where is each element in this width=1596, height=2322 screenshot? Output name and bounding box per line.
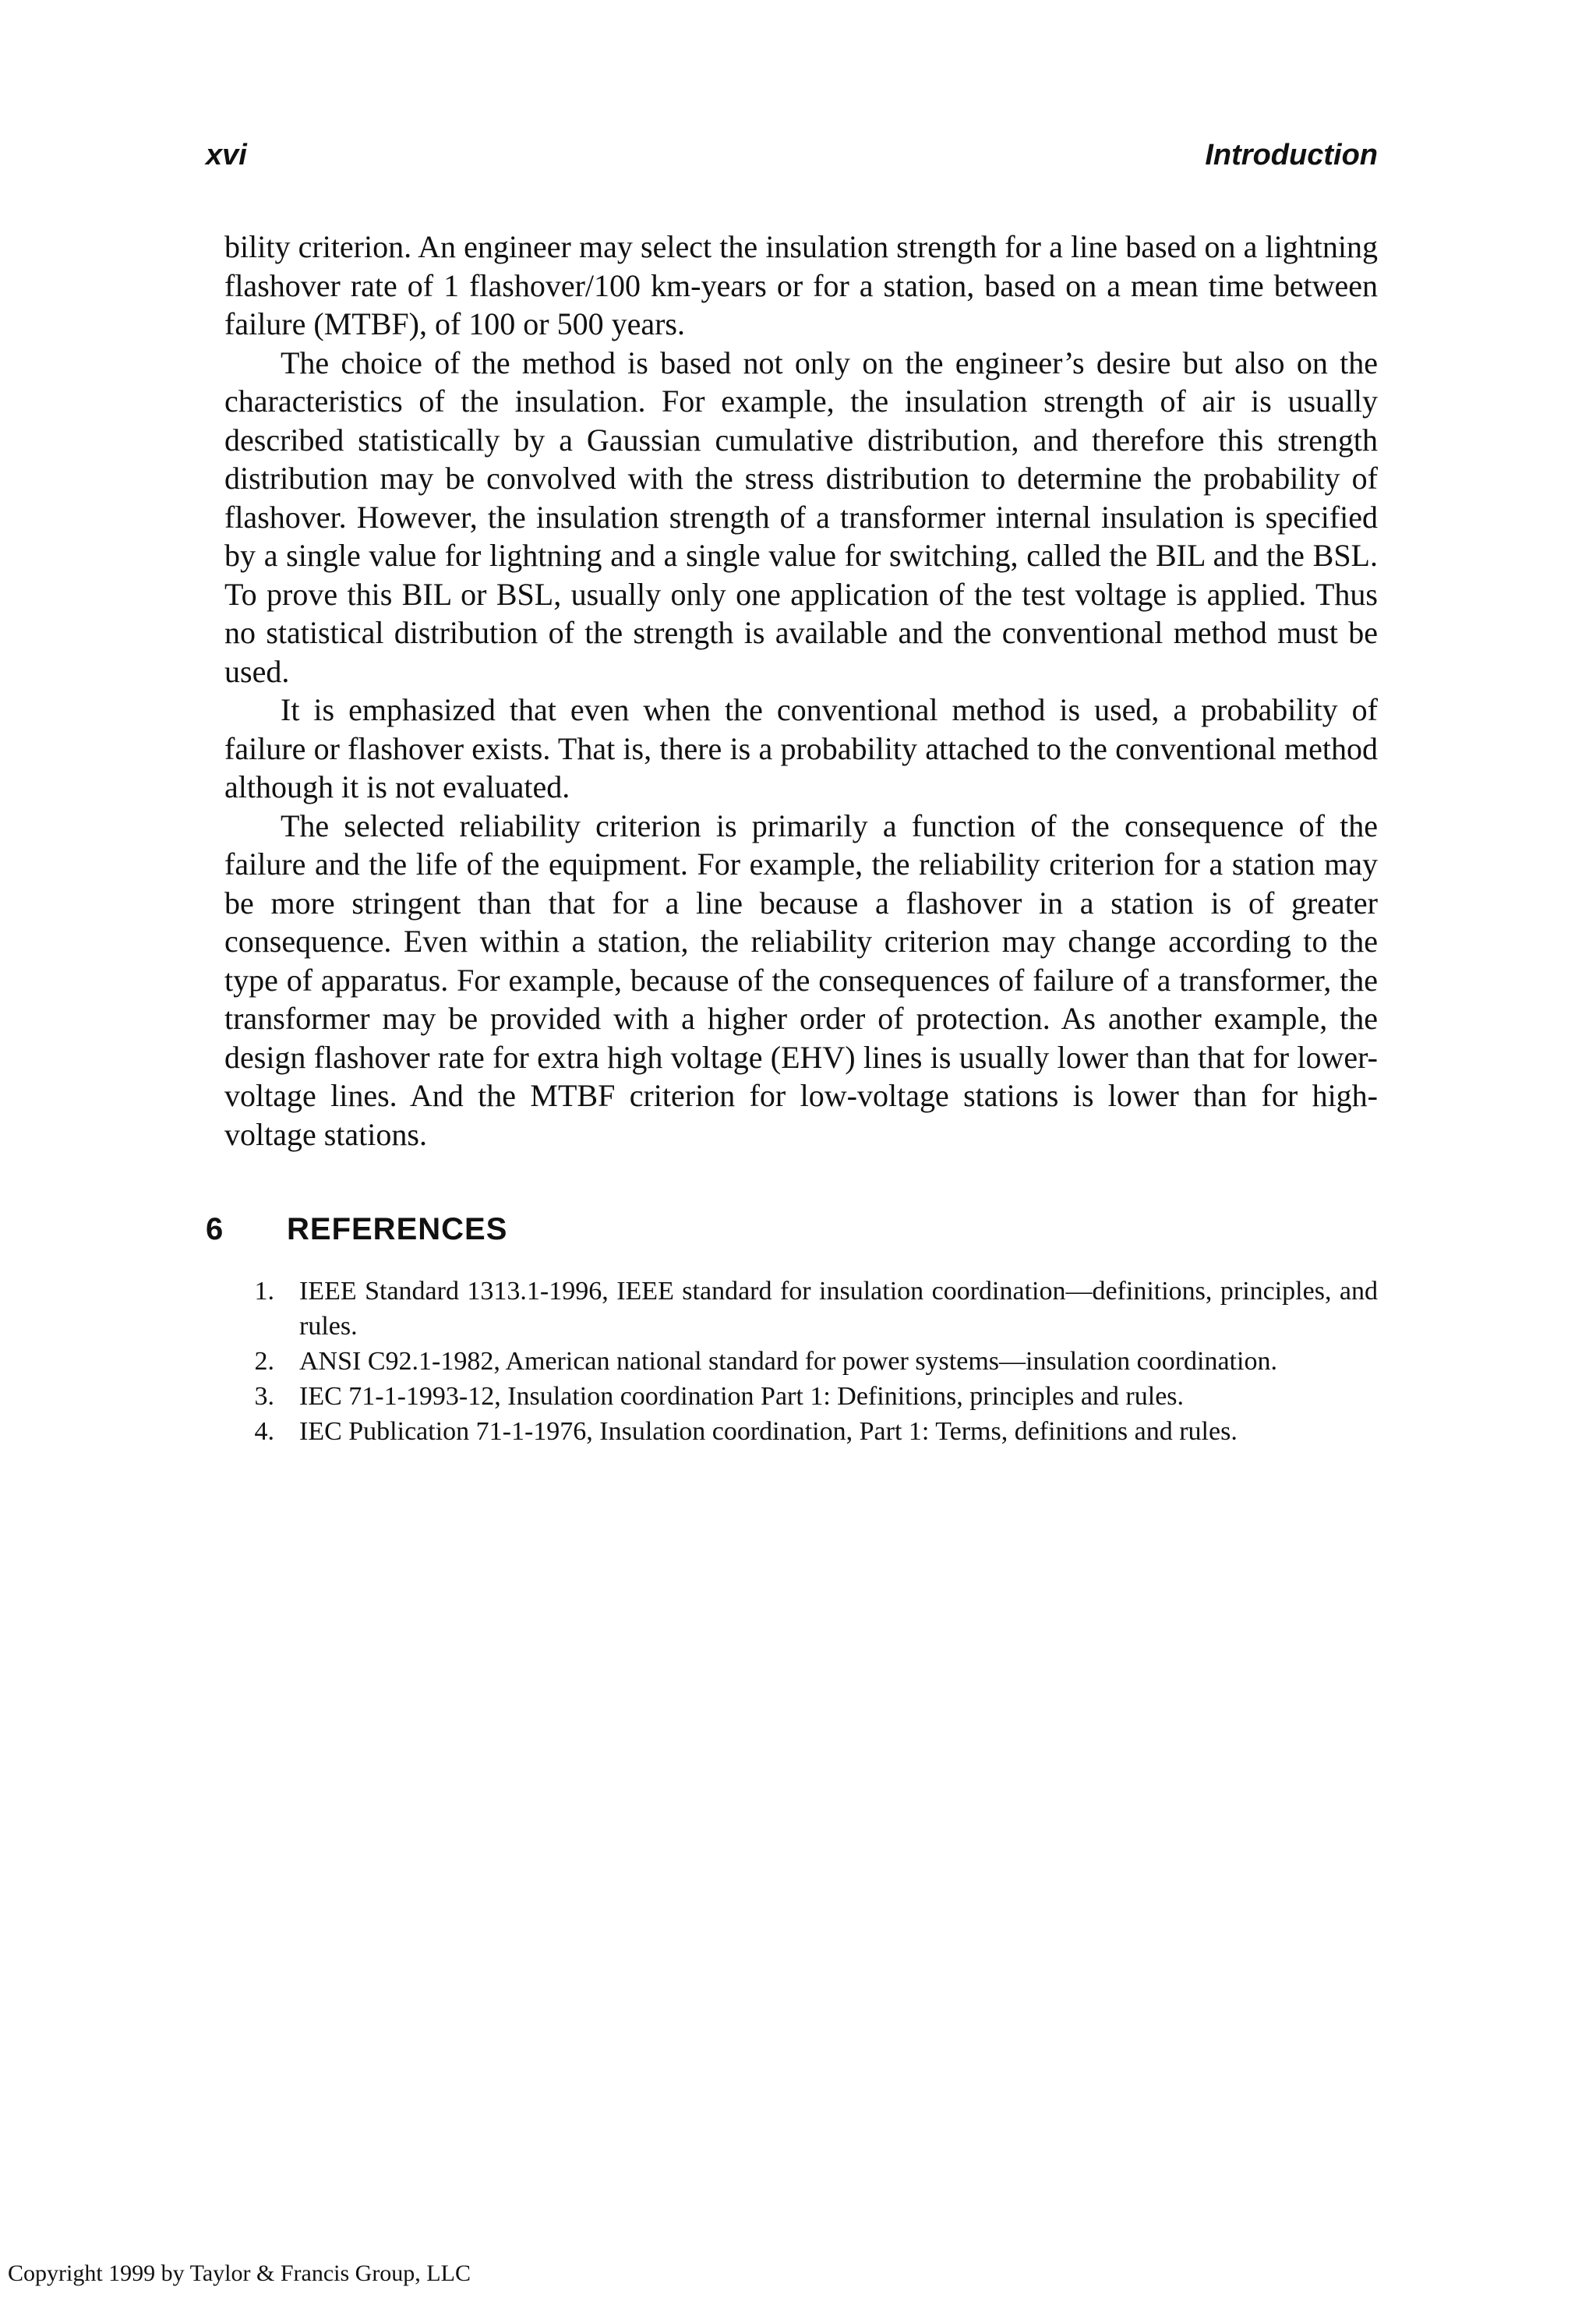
reference-text: IEC 71-1-1993-12, Insulation coordination Part 1: Definitions, principles and rules.: [299, 1382, 1185, 1411]
section-title: REFERENCES: [287, 1212, 508, 1246]
reference-number: 4.: [254, 1417, 274, 1446]
page-number: xvi: [206, 139, 247, 171]
reference-item: [234, 1274, 1378, 1344]
section-heading: [206, 1212, 507, 1247]
running-head-title: Introduction: [1205, 139, 1378, 171]
reference-text: IEC Publication 71-1-1976, Insulation coordination, Part 1: Terms, definitions and rules.: [299, 1417, 1238, 1446]
paragraph: The selected reliability criterion is primarily a function of the consequence of the failure and the life of the equipment. For example, the reliability criterion for a station may be more stringent than that for a line because a flashover in a station is of greater consequence. Even within a station, the reliability criterion may change according to the type of apparatus. For example, because of the consequences of failure of a transformer, the transformer may be provided with a higher order of protection. As another example, the design flashover rate for extra high voltage (EHV) lines is usually lower than that for lower-voltage lines. And the MTBF criterion for low-voltage stations is lower than for high-voltage stations.: [224, 808, 1378, 1152]
reference-item: [234, 1344, 1378, 1379]
reference-text: IEEE Standard 1313.1-1996, IEEE standard for insulation coordination—definitions, principles, and rules.: [299, 1277, 1378, 1341]
reference-number: 2.: [254, 1347, 274, 1376]
reference-list: [234, 1274, 1378, 1449]
paragraph: It is emphasized that even when the conventional method is used, a probability of failure or flashover exists. That is, there is a probability attached to the conventional method although it is not evaluated.: [224, 692, 1378, 804]
reference-number: 1.: [254, 1277, 274, 1306]
section-number: 6: [206, 1212, 224, 1246]
copyright-notice: Copyright 1999 by Taylor & Francis Group, LLC: [8, 2260, 471, 2286]
paragraph: bility criterion. An engineer may select the insulation strength for a line based on a lightning flashover rate of 1 flashover/100 km-years or for a station, based on a mean time between failure (MTBF), of 100 or 500 years.: [224, 229, 1378, 341]
reference-item: [234, 1379, 1378, 1414]
body-text: [224, 228, 1378, 1154]
paragraph: The choice of the method is based not only on the engineer’s desire but also on the characteristics of the insulation. For example, the insulation strength of air is usually described statistically by a Gaussian cumulative distribution, and therefore this strength distribution may be convolved with the stress distribution to determine the probability of flashover. However, the insulation strength of a transformer internal insulation is specified by a single value for lightning and a single value for switching, called the BIL and the BSL. To prove this BIL or BSL, usually only one application of the test voltage is applied. Thus no statistical distribution of the strength is available and the conventional method must be used.: [224, 345, 1378, 689]
running-head: [206, 139, 1378, 178]
reference-text: ANSI C92.1-1982, American national standard for power systems—insulation coordination.: [299, 1347, 1277, 1376]
reference-item: [234, 1414, 1378, 1449]
reference-number: 3.: [254, 1382, 274, 1411]
